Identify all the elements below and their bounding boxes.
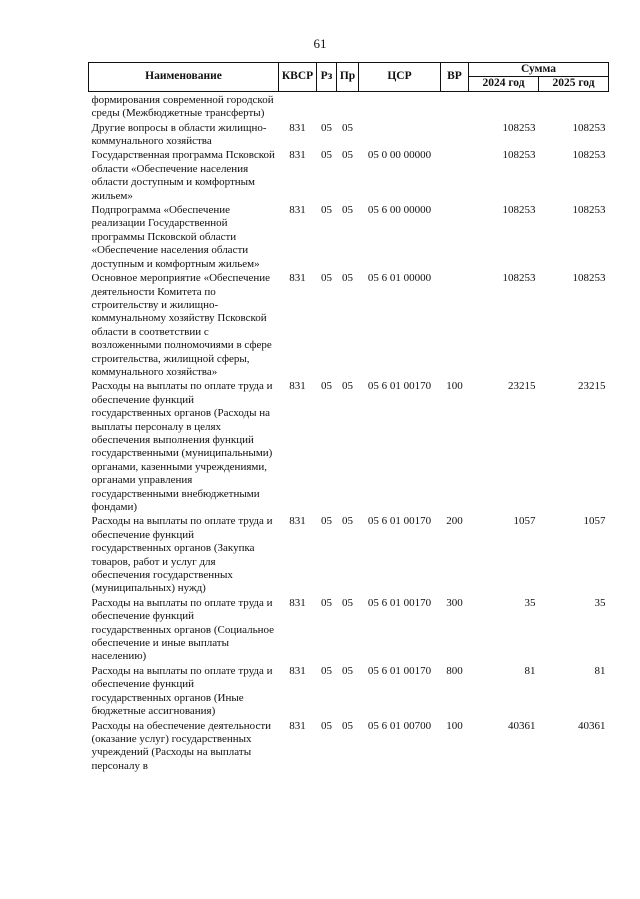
row-sum-2024: 81 <box>524 664 536 677</box>
header-sum: Сумма <box>469 63 609 77</box>
row-sum-2025: 23215 <box>578 380 606 393</box>
row-rz: 05 <box>321 515 332 528</box>
row-name: Расходы на выплаты по оплате труда и обеспечение функций государственных органов (Иные бюджетные ассигнования) <box>91 664 273 718</box>
row-sum-2024 <box>469 91 539 120</box>
row-vr <box>441 121 469 149</box>
row-pr: 05 <box>342 380 353 393</box>
row-csr: 05 6 01 00170 <box>367 515 432 528</box>
row-csr: 05 6 01 00170 <box>367 596 432 609</box>
row-kvsr: 831 <box>289 149 306 162</box>
row-sum-2024: 108253 <box>502 149 536 162</box>
row-rz: 05 <box>321 719 332 732</box>
row-csr: 05 0 00 00000 <box>367 149 432 162</box>
row-vr: 200 <box>446 515 463 528</box>
table-row <box>89 203 609 271</box>
row-pr: 05 <box>342 272 353 285</box>
header-kvsr: КВСР <box>279 63 317 92</box>
row-vr <box>441 91 469 120</box>
row-kvsr: 831 <box>289 664 306 677</box>
row-kvsr: 831 <box>289 515 306 528</box>
row-vr <box>441 203 469 271</box>
header-year-2025: 2025 год <box>539 77 609 91</box>
row-vr: 100 <box>446 719 463 732</box>
table-row <box>89 121 609 149</box>
header-name: Наименование <box>89 63 279 92</box>
budget-table <box>88 62 609 773</box>
row-vr: 300 <box>446 596 463 609</box>
header-csr: ЦСР <box>359 63 441 92</box>
row-rz: 05 <box>321 380 332 393</box>
row-pr: 05 <box>342 204 353 217</box>
row-name: Государственная программа Псковской области «Обеспечение населения области доступным и комфортным жильем» <box>91 149 275 202</box>
header-pr: Пр <box>337 63 359 92</box>
row-kvsr <box>279 91 317 120</box>
row-pr: 05 <box>342 596 353 609</box>
row-rz: 05 <box>321 272 332 285</box>
row-sum-2024: 108253 <box>502 272 536 285</box>
row-vr <box>441 271 469 379</box>
row-pr <box>337 91 359 120</box>
row-rz: 05 <box>321 149 332 162</box>
row-name: Расходы на выплаты по оплате труда и обеспечение функций государственных органов (Закупка товаров, работ и услуг для обеспечения государственных (муниципальных) нужд) <box>91 515 273 595</box>
row-sum-2025: 108253 <box>572 121 606 134</box>
row-rz: 05 <box>321 121 332 134</box>
row-sum-2025: 1057 <box>583 515 606 528</box>
row-vr: 100 <box>446 380 463 393</box>
row-kvsr: 831 <box>289 272 306 285</box>
row-sum-2024: 108253 <box>502 204 536 217</box>
row-kvsr: 831 <box>289 719 306 732</box>
header-rz: Рз <box>317 63 337 92</box>
table-row <box>89 664 609 719</box>
table-row <box>89 91 609 120</box>
row-sum-2024: 23215 <box>508 380 536 393</box>
row-sum-2025: 108253 <box>572 272 606 285</box>
row-csr: 05 6 01 00170 <box>367 380 432 393</box>
row-name: Расходы на обеспечение деятельности (оказание услуг) государственных учреждений (Расходы на выплаты персоналу в <box>91 719 272 772</box>
row-sum-2025: 108253 <box>572 149 606 162</box>
table-row <box>89 271 609 379</box>
row-pr: 05 <box>342 664 353 677</box>
table-row <box>89 719 609 774</box>
row-name: Расходы на выплаты по оплате труда и обеспечение функций государственных органов (Социальное обеспечение и иные выплаты населению) <box>91 596 275 663</box>
row-name: Расходы на выплаты по оплате труда и обеспечение функций государственных органов (Расходы на выплаты персоналу в целях обеспечения выполнения функций государственными (муниципальными) органами, казенными учреждениями, органами управления государственными внебюджетными фондами) <box>91 380 273 513</box>
row-vr: 800 <box>446 664 463 677</box>
row-sum-2024: 108253 <box>502 121 536 134</box>
row-csr: 05 6 01 00000 <box>367 272 432 285</box>
table-header <box>89 63 609 92</box>
row-sum-2024: 35 <box>524 596 536 609</box>
row-csr <box>359 121 441 149</box>
row-csr: 05 6 01 00170 <box>367 664 432 677</box>
row-sum-2025 <box>539 91 609 120</box>
row-pr: 05 <box>342 515 353 528</box>
row-csr: 05 6 00 00000 <box>367 204 432 217</box>
row-pr: 05 <box>342 719 353 732</box>
row-sum-2025: 35 <box>594 596 606 609</box>
row-name: формирования современной городской среды (Межбюджетные трансферты) <box>91 93 274 120</box>
row-rz: 05 <box>321 596 332 609</box>
row-pr: 05 <box>342 121 353 134</box>
row-kvsr: 831 <box>289 121 306 134</box>
row-pr: 05 <box>342 149 353 162</box>
row-kvsr: 831 <box>289 596 306 609</box>
row-sum-2025: 40361 <box>578 719 606 732</box>
row-vr <box>441 148 469 203</box>
header-year-2024: 2024 год <box>469 77 539 91</box>
row-name: Другие вопросы в области жилищно-коммунального хозяйства <box>91 121 267 148</box>
table-row <box>89 514 609 595</box>
table-row <box>89 596 609 664</box>
row-sum-2024: 40361 <box>508 719 536 732</box>
table-row <box>89 148 609 203</box>
row-sum-2025: 108253 <box>572 204 606 217</box>
row-rz <box>317 91 337 120</box>
page-number: 61 <box>313 36 327 51</box>
row-name: Подпрограмма «Обеспечение реализации Государственной программы Псковской области «Обеспечение населения области доступным и комфортным жильем» <box>91 204 260 270</box>
row-kvsr: 831 <box>289 204 306 217</box>
row-name: Основное мероприятие «Обеспечение деятельности Комитета по строительству и жилищно-коммунальному хозяйству Псковской области в соответствии с возложенными полномочиями в сфере строительства, жилищной сферы, коммунального хозяйства» <box>91 272 272 378</box>
row-kvsr: 831 <box>289 380 306 393</box>
table-body <box>89 91 609 773</box>
row-csr <box>359 91 441 120</box>
row-sum-2025: 81 <box>594 664 606 677</box>
table-row <box>89 379 609 514</box>
row-rz: 05 <box>321 664 332 677</box>
row-rz: 05 <box>321 204 332 217</box>
row-sum-2024: 1057 <box>513 515 536 528</box>
row-csr: 05 6 01 00700 <box>367 719 432 732</box>
header-vr: ВР <box>441 63 469 92</box>
